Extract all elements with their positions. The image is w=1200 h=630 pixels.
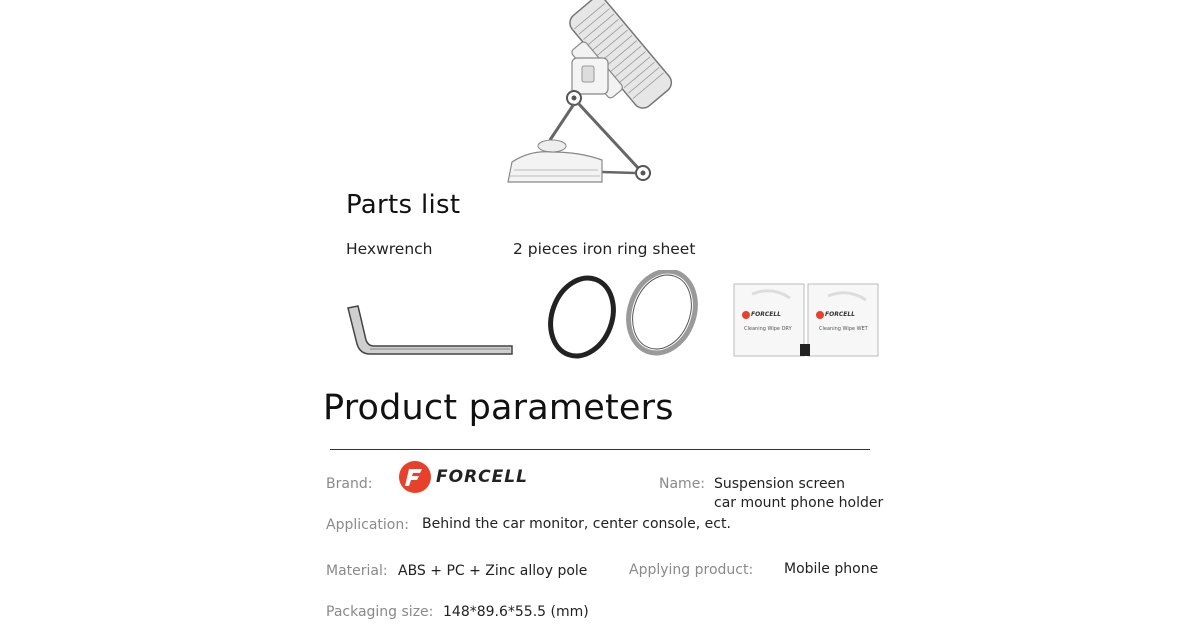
forcell-logo-icon	[398, 460, 432, 494]
name-value-line2: car mount phone holder	[714, 495, 884, 511]
brand-label: Brand:	[326, 476, 373, 492]
material-label: Material:	[326, 563, 388, 579]
packaging-size-value: 148*89.6*55.5 (mm)	[443, 604, 589, 620]
material-value: ABS + PC + Zinc alloy pole	[398, 563, 588, 579]
parts-list-title: Parts list	[346, 190, 461, 220]
wipe-dry-brand: FORCELL	[751, 311, 781, 318]
forcell-logo	[398, 460, 543, 494]
name-value-line1: Suspension screen	[714, 476, 846, 492]
forcell-logo-text: FORCELL	[436, 467, 528, 487]
product-parameters-title: Product parameters	[323, 388, 674, 428]
car-mount-illustration	[490, 0, 690, 195]
applying-product-label: Applying product:	[629, 562, 754, 578]
hexwrench-image	[340, 300, 520, 360]
name-label: Name:	[659, 476, 706, 492]
wipe-wet-label: Cleaning Wipe WET	[819, 326, 868, 332]
section-divider	[330, 449, 870, 450]
application-label: Application:	[326, 517, 409, 533]
iron-ring-label: 2 pieces iron ring sheet	[513, 240, 696, 258]
applying-product-value: Mobile phone	[784, 561, 879, 577]
application-value: Behind the car monitor, center console, ect.	[422, 516, 731, 532]
cleaning-wipes-image	[732, 282, 880, 358]
wipe-wet-brand: FORCELL	[825, 311, 855, 318]
iron-ring-sheets-image	[540, 270, 710, 360]
packaging-size-label: Packaging size:	[326, 604, 434, 620]
wipe-dry-label: Cleaning Wipe DRY	[744, 326, 792, 332]
hexwrench-label: Hexwrench	[346, 240, 433, 258]
